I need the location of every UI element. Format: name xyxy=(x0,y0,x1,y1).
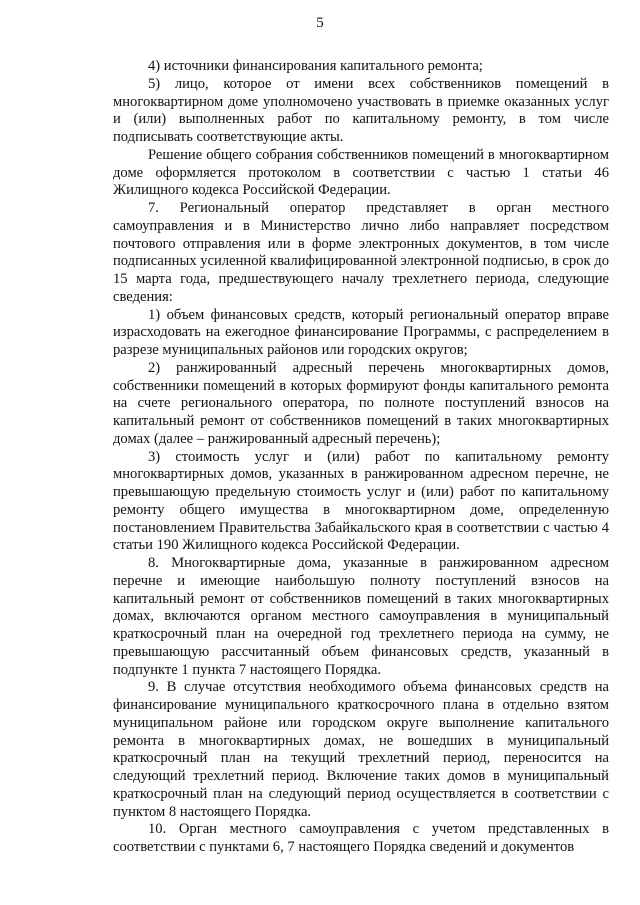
paragraph-clause-8: 8. Многоквартирные дома, указанные в ранжированном адресном перечне и имеющие наибольшую полноту поступлений взносов на капитальный ремонт от собственников помещений в таких многоквартирных домах, включаются органом местного самоуправления в муниципальный краткосрочный план на очередной год трехлетнего периода на сумму, не превышающую рассчитанный объем финансовых средств, указанный в подпункте 1 пункта 7 настоящего Порядка. xyxy=(113,555,609,678)
paragraph-item-5: 5) лицо, которое от имени всех собственников помещений в многоквартирном доме уполномочено участвовать в приемке оказанных услуг и (или) выполненных работ по капитальному ремонту, в том числе подписывать соответствующие акты. xyxy=(113,75,609,145)
document-body xyxy=(113,58,609,857)
paragraph-meeting-decision: Решение общего собрания собственников помещений в многоквартирном доме оформляется протоколом в соответствии с частью 1 статьи 46 Жилищного кодекса Российской Федерации. xyxy=(113,146,609,199)
page-number: 5 xyxy=(316,15,324,31)
paragraph-item-4: 4) источники финансирования капитального ремонта; xyxy=(148,58,483,74)
paragraph-clause-7-item-1: 1) объем финансовых средств, который региональный оператор вправе израсходовать на ежегодное финансирование Программы, с распределением в разрезе муниципальных районов или городских округов; xyxy=(113,306,609,358)
paragraph-clause-10: 10. Орган местного самоуправления с учетом представленных в соответствии с пунктами 6, 7 настоящего Порядка сведений и документов xyxy=(113,821,609,855)
paragraph-clause-7: 7. Региональный оператор представляет в орган местного самоуправления и в Министерство лично либо направляет посредством почтового отправления или в форме электронных документов, в том числе подписанных усиленной квалифицированной электронной подписью, в срок до 15 марта года, предшествующего началу трехлетнего периода, следующие сведения: xyxy=(113,200,609,305)
paragraph-clause-7-item-2: 2) ранжированный адресный перечень многоквартирных домов, собственники помещений в которых формируют фонды капитального ремонта на счете регионального оператора, по полноте поступлений взносов на капитальный ремонт от собственников помещений в таких многоквартирных домах (далее – ранжированный адресный перечень); xyxy=(113,359,609,447)
paragraph-clause-7-item-3: 3) стоимость услуг и (или) работ по капитальному ремонту многоквартирных домов, указанных в ранжированном адресном перечне, не превышающую предельную стоимость услуг и (или) работ по капитальному ремонту общего имущества в многоквартирном доме, определенную постановлением Правительства Забайкальского края в соответствии с частью 4 статьи 190 Жилищного кодекса Российской Федерации. xyxy=(113,448,609,554)
paragraph-clause-9: 9. В случае отсутствия необходимого объема финансовых средств на финансирование муниципального краткосрочного плана в отдельно взятом муниципальном районе или городском округе выполнение капитального ремонта в многоквартирных домах, не вошедших в муниципальный краткосрочный план на текущий трехлетний период, переносится на следующий трехлетний период. Включение таких домов в муниципальный краткосрочный план на следующий период осуществляется в соответствии с пунктом 8 настоящего Порядка. xyxy=(113,679,609,820)
